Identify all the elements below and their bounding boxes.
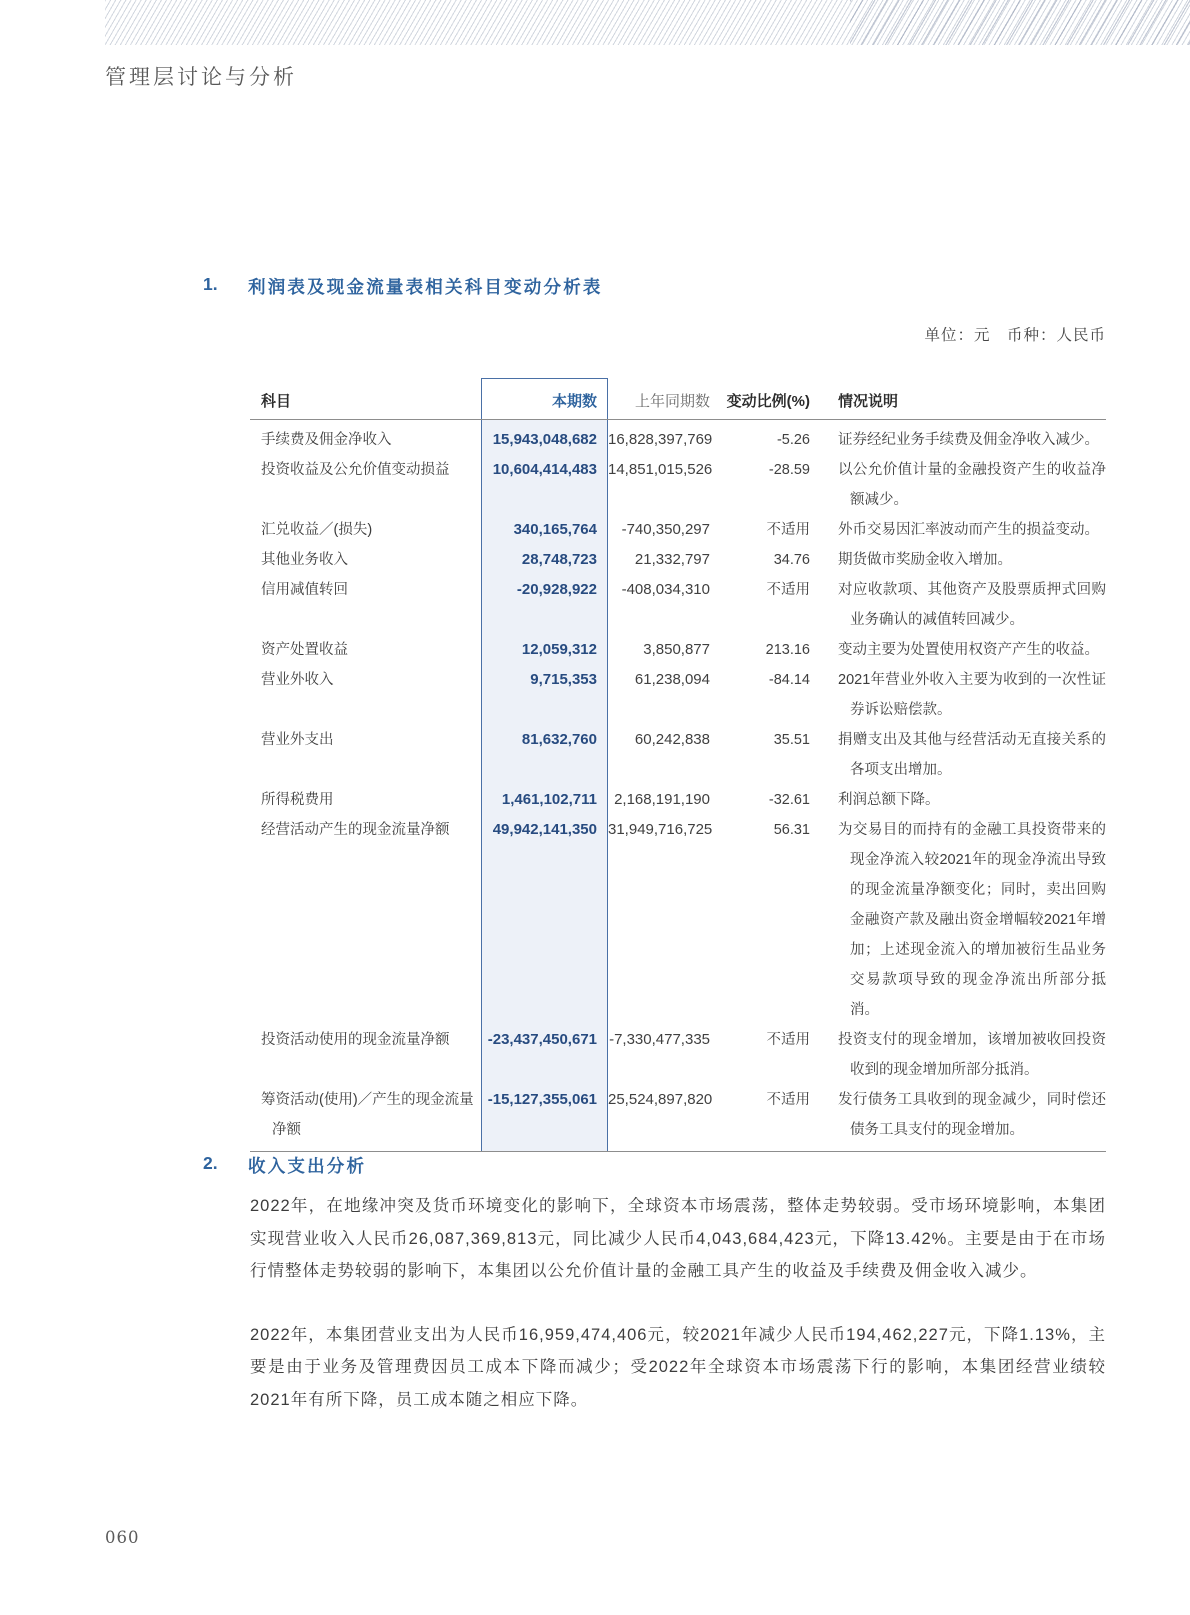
table-row	[250, 815, 1106, 1025]
paragraph-revenue: 2022年，在地缘冲突及货币环境变化的影响下，全球资本市场震荡，整体走势较弱。受市场环境影响，本集团实现营业收入人民币26,087,369,813元，同比减少人民币4,043,684,423元，下降13.42%。主要是由于在市场行情整体走势较弱的影响下，本集团以公允价值计量的金融工具产生的收益及手续费及佣金收入减少。	[250, 1197, 1106, 1280]
row-item-label: 营业外支出	[261, 732, 334, 748]
row-previous-value: 31,949,716,725	[608, 821, 713, 838]
row-item-label: 资产处置收益	[261, 642, 348, 658]
row-current-value: -23,437,450,671	[487, 1031, 597, 1048]
row-item-label: 手续费及佣金净收入	[261, 432, 392, 448]
row-previous-value: -408,034,310	[621, 581, 710, 598]
row-change-percent: 不适用	[766, 1092, 810, 1108]
row-change-percent: 不适用	[766, 522, 810, 538]
row-item-label: 营业外收入	[261, 672, 334, 688]
header-change: 变动比例(%)	[726, 393, 810, 410]
table-row	[250, 665, 1106, 725]
row-current-value: 12,059,312	[521, 641, 597, 658]
row-explanation: 发行债务工具收到的现金减少，同时偿还债务工具支付的现金增加。	[838, 1092, 1106, 1138]
row-explanation: 证券经纪业务手续费及佣金净收入减少。	[838, 432, 1099, 448]
row-previous-value: 60,242,838	[634, 731, 710, 748]
row-explanation: 投资支付的现金增加，该增加被收回投资收到的现金增加所部分抵消。	[838, 1032, 1106, 1078]
section2-heading	[203, 1153, 366, 1178]
row-current-value: 9,715,353	[530, 671, 597, 688]
section1-number: 1.	[203, 274, 218, 294]
row-change-percent: -28.59	[768, 462, 810, 478]
row-change-percent: 56.31	[773, 822, 810, 838]
row-current-value: 49,942,141,350	[492, 821, 597, 838]
row-explanation: 为交易目的而持有的金融工具投资带来的现金净流入较2021年的现金净流出导致的现金流量净额变化；同时，卖出回购金融资产款及融出资金增幅较2021年增加；上述现金流入的增加被衍生品业务交易款项导致的现金净流出所部分抵消。	[838, 822, 1106, 1018]
row-item-label: 汇兑收益／(损失)	[261, 522, 373, 538]
row-current-value: 340,165,764	[513, 521, 597, 538]
paragraph-expense: 2022年，本集团营业支出为人民币16,959,474,406元，较2021年减少人民币194,462,227元，下降1.13%，主要是由于业务及管理费因员工成本下降而减少；受2022年全球资本市场震荡下行的影响，本集团经营业绩较2021年有所下降，员工成本随之相应下降。	[250, 1325, 1106, 1409]
row-previous-value: 14,851,015,526	[608, 461, 713, 478]
table-row	[250, 455, 1106, 515]
row-current-value: 10,604,414,483	[492, 461, 597, 478]
table-row	[250, 725, 1106, 785]
row-explanation: 变动主要为处置使用权资产产生的收益。	[838, 642, 1099, 658]
row-change-percent: -5.26	[776, 432, 810, 448]
row-current-value: 1,461,102,711	[501, 791, 597, 808]
row-item-label: 投资收益及公允价值变动损益	[261, 462, 450, 478]
header-note: 情况说明	[838, 393, 899, 410]
page-number: 060	[105, 1528, 140, 1547]
row-current-value: 15,943,048,682	[492, 431, 597, 448]
row-previous-value: 61,238,094	[634, 671, 710, 688]
header-previous: 上年同期数	[634, 393, 710, 410]
row-explanation: 捐赠支出及其他与经营活动无直接关系的各项支出增加。	[838, 732, 1106, 778]
row-change-percent: 213.16	[765, 642, 810, 658]
row-current-value: 28,748,723	[521, 551, 597, 568]
row-item-label: 所得税费用	[261, 792, 334, 808]
row-change-percent: -32.61	[768, 792, 810, 808]
row-change-percent: -84.14	[768, 672, 810, 688]
table-body	[250, 420, 1106, 1152]
header-item: 科目	[261, 393, 292, 410]
row-current-value: -15,127,355,061	[487, 1091, 597, 1108]
table-row	[250, 635, 1106, 665]
row-previous-value: 3,850,877	[643, 641, 710, 658]
row-item-label: 投资活动使用的现金流量净额	[261, 1032, 450, 1048]
row-previous-value: 21,332,797	[634, 551, 710, 568]
section2-number: 2.	[203, 1153, 218, 1173]
page-title: 管理层讨论与分析	[105, 65, 297, 89]
table-row	[250, 575, 1106, 635]
row-previous-value: 16,828,397,769	[608, 431, 713, 448]
row-item-label: 筹资活动(使用)／产生的现金流量净额	[261, 1092, 474, 1138]
row-explanation: 对应收款项、其他资产及股票质押式回购业务确认的减值转回减少。	[838, 582, 1106, 628]
table-row	[250, 515, 1106, 545]
unit-note: 单位：元 币种：人民币	[924, 327, 1106, 344]
section1-heading	[203, 274, 603, 299]
table-header-row	[250, 378, 1106, 420]
row-current-value: 81,632,760	[521, 731, 597, 748]
section2-title: 收入支出分析	[248, 1156, 367, 1176]
row-change-percent: 不适用	[766, 1032, 810, 1048]
table-row	[250, 785, 1106, 815]
change-analysis-table	[250, 378, 1106, 1152]
header-current: 本期数	[551, 393, 597, 410]
row-explanation: 外币交易因汇率波动而产生的损益变动。	[838, 522, 1099, 538]
section2-body	[250, 1190, 1106, 1416]
table-row	[250, 425, 1106, 455]
row-current-value: -20,928,922	[516, 581, 597, 598]
row-explanation: 2021年营业外收入主要为收到的一次性证券诉讼赔偿款。	[838, 672, 1106, 718]
row-previous-value: -7,330,477,335	[609, 1031, 710, 1048]
row-previous-value: 25,524,897,820	[608, 1091, 713, 1108]
row-explanation: 利润总额下降。	[838, 792, 940, 808]
table-row	[250, 1085, 1106, 1145]
row-item-label: 其他业务收入	[261, 552, 348, 568]
row-change-percent: 35.51	[773, 732, 810, 748]
section1-title: 利润表及现金流量表相关科目变动分析表	[248, 277, 603, 297]
row-explanation: 期货做市奖励金收入增加。	[838, 552, 1012, 568]
row-item-label: 经营活动产生的现金流量净额	[261, 822, 450, 838]
row-previous-value: 2,168,191,190	[614, 791, 710, 808]
row-previous-value: -740,350,297	[621, 521, 710, 538]
row-change-percent: 不适用	[766, 582, 810, 598]
row-item-label: 信用减值转回	[261, 582, 348, 598]
row-change-percent: 34.76	[773, 552, 810, 568]
row-explanation: 以公允价值计量的金融投资产生的收益净额减少。	[838, 462, 1106, 508]
table-row	[250, 545, 1106, 575]
table-row	[250, 1025, 1106, 1085]
top-hatch-band-accent	[850, 0, 1190, 45]
